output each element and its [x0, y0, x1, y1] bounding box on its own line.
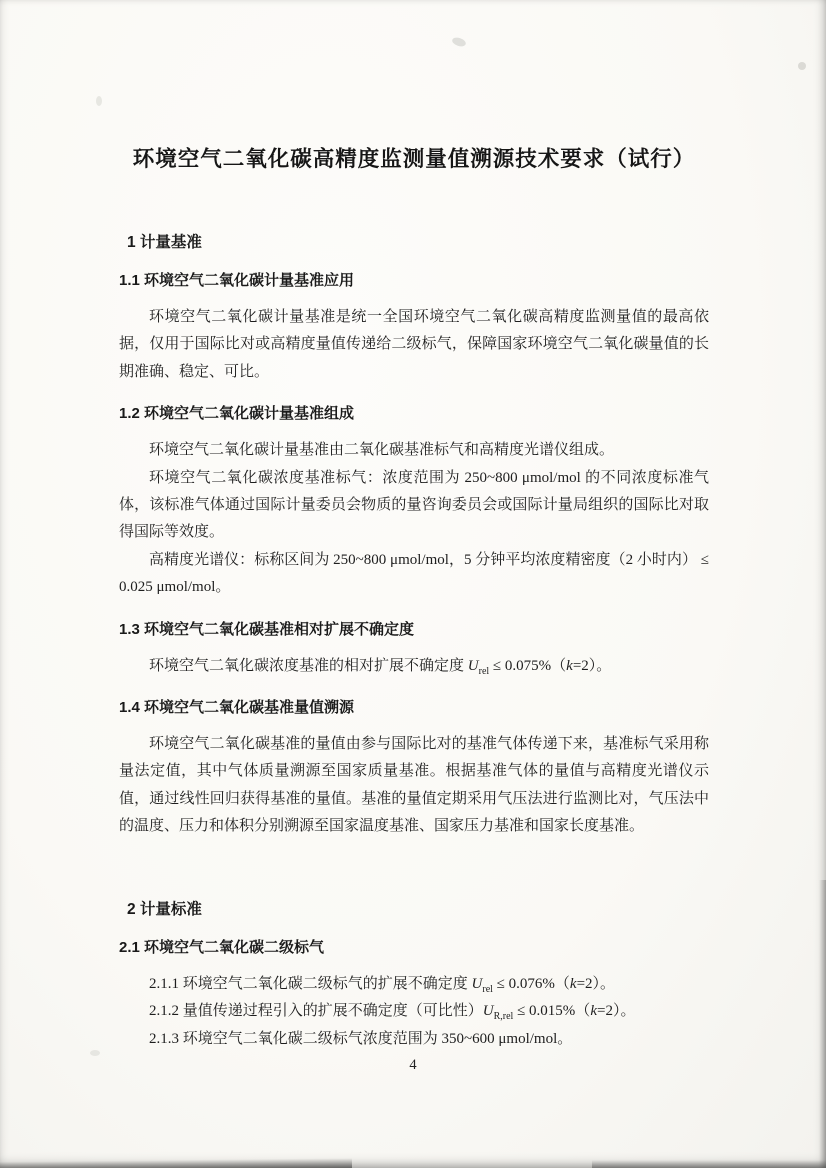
text-segment: 2.1.1 环境空气二氧化碳二级标气的扩展不确定度 [149, 975, 472, 992]
subscript-rel: rel [478, 665, 490, 677]
subscript-rel: rel [482, 983, 493, 995]
section-1-3-paragraph [119, 653, 709, 680]
clause-2-1-3: 2.1.3 环境空气二氧化碳二级标气浓度范围为 350~600 μmol/mol。 [149, 1030, 573, 1047]
variable-k: k [569, 975, 577, 992]
text-segment: 2.1.2 量值传递过程引入的扩展不确定度（可比性） [149, 1003, 483, 1020]
scan-smudge [798, 62, 806, 70]
variable-k: k [590, 1003, 597, 1020]
clause-2-1-2 [119, 998, 709, 1025]
subscript-r-rel: R,rel [493, 1011, 514, 1023]
document-title: 环境空气二氧化碳高精度监测量值溯源技术要求（试行） [132, 147, 696, 171]
text-segment: =2）。 [576, 975, 616, 992]
section-1-4-paragraph: 环境空气二氧化碳基准的量值由参与国际比对的基准气体传递下来，基准标气采用称量法定值，其中气体质量溯源至国家质量基准。根据基准气体的量值与高精度光谱仪示值，通过线性回归获得基准的量值。基准的量值定期采用气压法进行监测比对，气压法中的温度、压力和体积分别溯源至国家温度基准、国家压力基准和国家长度基准。 [119, 736, 709, 835]
section-1-2-heading: 1.2 环境空气二氧化碳计量基准组成 [119, 405, 355, 423]
text-segment: ≤ 0.075%（ [489, 657, 567, 674]
text-segment: =2）。 [572, 657, 612, 674]
section-1-1-heading: 1.1 环境空气二氧化碳计量基准应用 [119, 272, 355, 289]
text-segment: 环境空气二氧化碳浓度基准的相对扩展不确定度 [149, 657, 468, 674]
section-1-2-paragraph-2: 环境空气二氧化碳浓度基准标气：浓度范围为 250~800 μmol/mol 的不同浓度标准气体，该标准气体通过国际计量委员会物质的量咨询委员会或国际计量局组织的国际比对取得国际等效度。 [119, 469, 709, 541]
text-segment: ≤ 0.076%（ [492, 975, 570, 992]
scan-edge-shadow [819, 880, 826, 1168]
document-content [119, 0, 709, 1053]
section-1-4-heading: 1.4 环境空气二氧化碳基准量值溯源 [119, 699, 355, 717]
section-1-2-paragraph-1: 环境空气二氧化碳计量基准由二氧化碳基准标气和高精度光谱仪组成。 [149, 442, 615, 459]
text-segment: ≤ 0.015%（ [513, 1003, 591, 1020]
scan-smudge [96, 96, 102, 106]
scan-edge-shadow [0, 1158, 352, 1168]
page-number: 4 [409, 1057, 417, 1073]
section-1-1-paragraph: 环境空气二氧化碳计量基准是统一全国环境空气二氧化碳高精度监测量值的最高依据，仅用于国际比对或高精度量值传递给二级标气，保障国家环境空气二氧化碳量值的长期准确、稳定、可比。 [119, 309, 709, 380]
scan-edge-shadow [592, 1160, 826, 1168]
variable-u: U [471, 975, 483, 992]
chapter-2-heading: 2 计量标准 [127, 900, 202, 918]
section-1-2-paragraph-3: 高精度光谱仪：标称区间为 250~800 μmol/mol，5 分钟平均浓度精密度（2 小时内） ≤ 0.025 μmol/mol。 [119, 551, 709, 596]
text-segment: =2）。 [596, 1003, 636, 1020]
section-1-3-heading: 1.3 环境空气二氧化碳基准相对扩展不确定度 [119, 620, 415, 638]
chapter-1-heading: 1 计量基准 [127, 234, 202, 251]
scan-smudge [90, 1050, 100, 1056]
section-2-1-heading: 2.1 环境空气二氧化碳二级标气 [119, 938, 325, 956]
variable-u: U [467, 657, 479, 674]
variable-k: k [566, 657, 573, 674]
variable-u: U [482, 1003, 494, 1020]
clause-2-1-1 [119, 971, 709, 998]
